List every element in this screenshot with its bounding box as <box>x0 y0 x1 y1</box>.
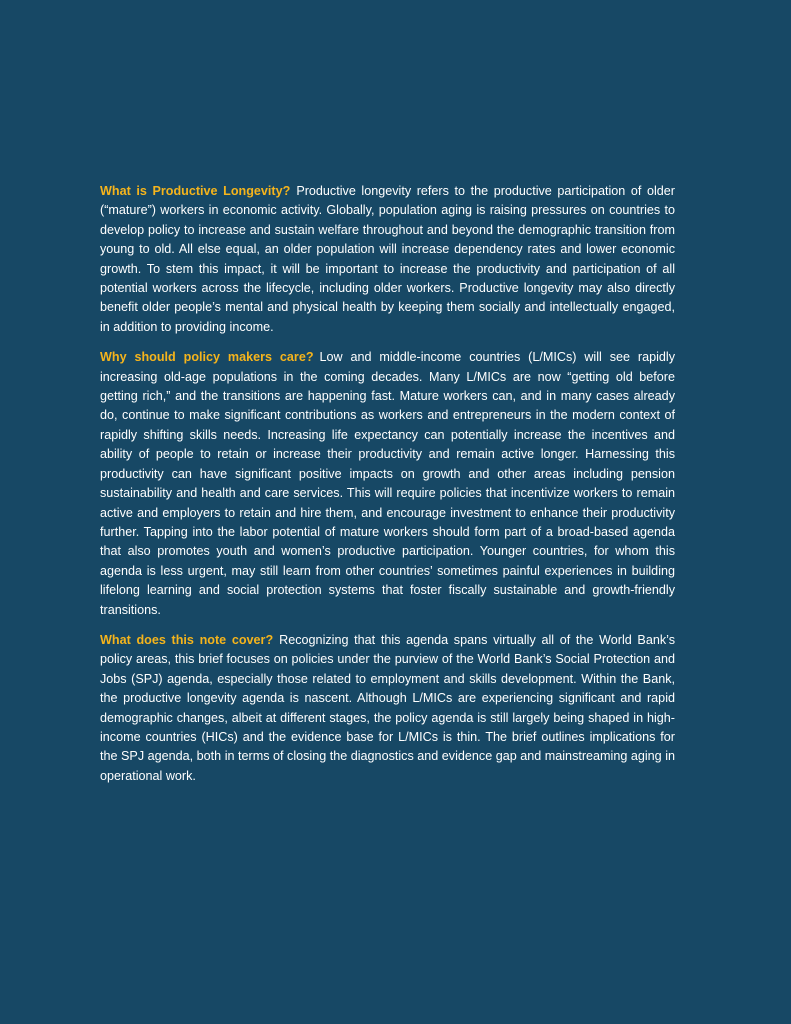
section-what-note-covers <box>100 631 675 786</box>
section-productive-longevity <box>100 182 675 337</box>
section-heading: What does this note cover? <box>100 632 274 647</box>
section-heading: What is Productive Longevity? <box>100 184 291 198</box>
section-body: Recognizing that this agenda spans virtually all of the World Bank’s policy areas, this brief focuses on policies under the purview of the World Bank’s Social Protection and Jobs (SPJ) agenda, especially those related to employment and skills development. Within the Bank, the productive longevity agenda is nascent. Although L/MICs are experiencing significant and rapid demographic changes, albeit at different stages, the policy agenda is still largely being shaped in high-income countries (HICs) and the evidence base for L/MICs is thin. The brief outlines implications for the SPJ agenda, both in terms of closing the diagnostics and evidence gap and mainstreaming aging in operational work. <box>100 632 675 783</box>
section-why-policy-makers-care <box>100 348 675 620</box>
section-body: Low and middle-income countries (L/MICs) will see rapidly increasing old-age populations in the coming decades. Many L/MICs are now “getting old before getting rich,” and the transitions are happening fast. Mature workers can, and in many cases already do, continue to make significant contributions as workers and entrepreneurs in the modern context of rapidly shifting skills needs. Increasing life expectancy can potentially increase the incentives and ability of people to retain or increase their productivity and remain active longer. Harnessing this productivity can have significant positive impacts on growth and other areas including pension sustainability and health and care services. This will require policies that incentivize workers to remain active and employers to retain and hire them, and encourage investment to enhance their productivity further. Tapping into the labor potential of mature workers should form part of a broad-based agenda that also promotes youth and women’s productive participation. Younger countries, for whom this agenda is less urgent, may still learn from other countries’ sometimes painful experiences in building lifelong learning and social protection systems that foster fiscally sustainable and growth-friendly transitions. <box>100 350 676 617</box>
section-heading: Why should policy makers care? <box>100 350 314 365</box>
summary-text-block <box>100 182 675 786</box>
section-body: Productive longevity refers to the productive participation of older (“mature”) workers in economic activity. Globally, population aging is raising pressures on countries to develop policy to increase and sustain welfare throughout and beyond the demographic transition from young to old. All else equal, an older population will increase dependency rates and lower economic growth. To stem this impact, it will be important to increase the productivity and participation of all potential workers across the lifecycle, including older workers. Productive longevity may also directly benefit older people’s mental and physical health by keeping them socially and intellectually engaged, in addition to providing income. <box>100 184 676 334</box>
